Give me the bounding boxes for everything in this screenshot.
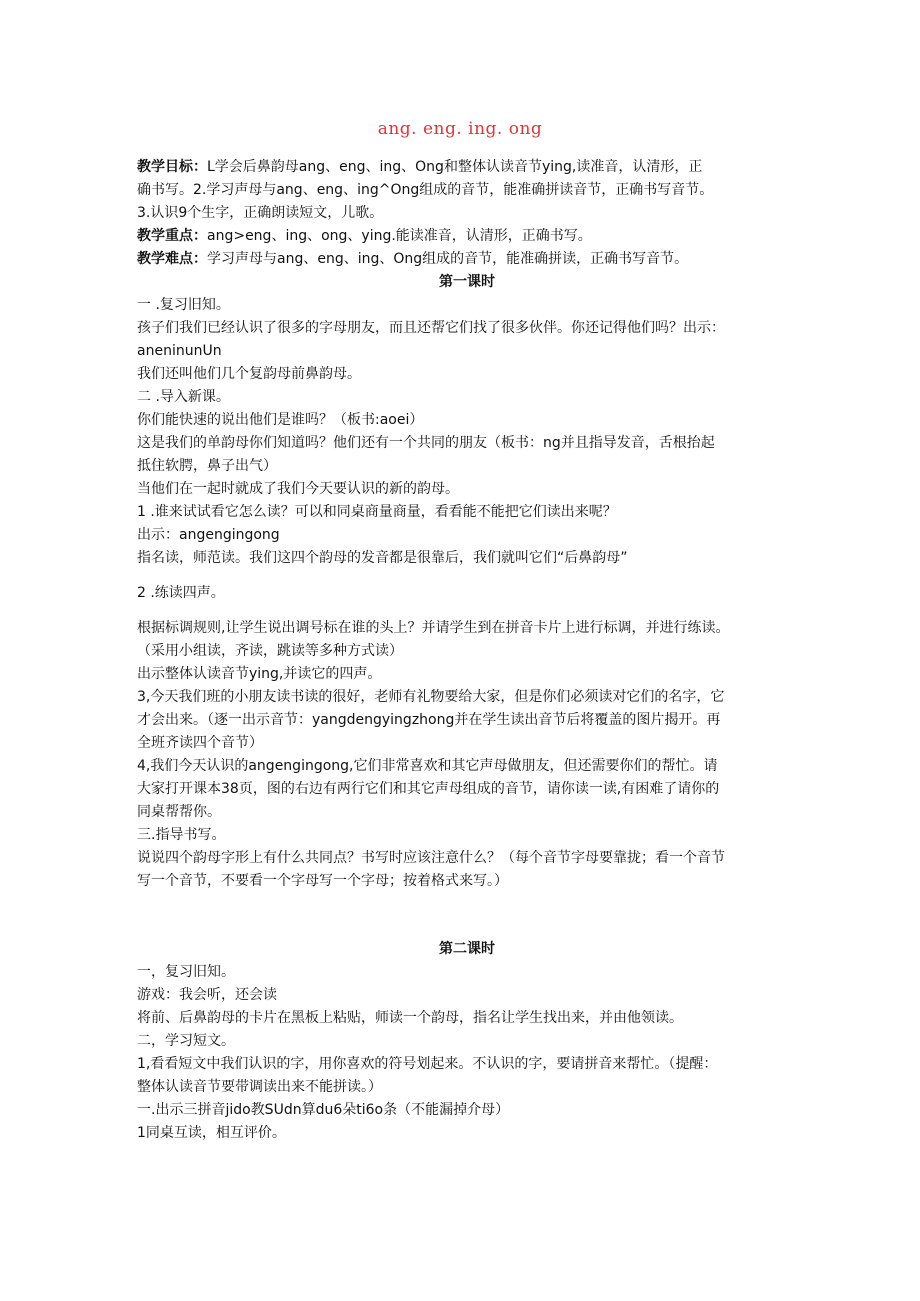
paragraph-line: 抵住软腭，鼻子出气）: [137, 458, 277, 474]
paragraph-line: 全班齐读四个音节）: [137, 735, 263, 751]
lesson-two-heading: 第二课时: [439, 941, 495, 957]
key-points-text: ang>eng、ing、ong、ying.能读准音，认清形，正确书写。: [207, 228, 592, 244]
paragraph-line: 二，学习短文。: [137, 1033, 235, 1049]
paragraph-line: 游戏：我会听，还会读: [137, 987, 277, 1003]
paragraph-line: 将前、后鼻韵母的卡片在黑板上粘贴，师读一个韵母，指名让学生找出来，并由他领读。: [137, 1010, 683, 1026]
difficult-points-line: [137, 248, 797, 271]
teaching-goals-line-3: 3.认识9个生字，正确朗读短文，儿歌。: [137, 205, 384, 221]
paragraph-line: 二 .导入新课。: [137, 389, 230, 405]
paragraph-line: 大家打开课本38页，图的右边有两行它们和其它声母组成的音节，请你读一读,有困难了请你的: [137, 781, 720, 797]
document-title: ang. eng. ing. ong: [377, 119, 543, 139]
paragraph-line: 才会出来。（逐一出示音节：yangdengyingzhong并在学生读出音节后将覆盖的图片揭开。再: [137, 712, 721, 728]
paragraph-line: （采用小组读，齐读，跳读等多种方式读）: [137, 643, 403, 659]
difficult-points-text: 学习声母与ang、eng、ing、Ong组成的音节，能准确拼读，正确书写音节。: [207, 251, 689, 267]
paragraph-line: 同桌帮帮你。: [137, 804, 221, 820]
paragraph-line: 写一个音节，不要看一个字母写一个字母；按着格式来写。）: [137, 873, 508, 889]
teaching-goals-line: [137, 156, 797, 179]
paragraph-line: 当他们在一起时就成了我们今天要认识的新的韵母。: [137, 481, 459, 497]
paragraph-line: 指名读，师范读。我们这四个韵母的发音都是很靠后，我们就叫它们“后鼻韵母”: [137, 550, 628, 566]
paragraph-line: 一.出示三拼音jido教SUdn算du6朵ti6o条（不能漏掉介母）: [137, 1102, 510, 1118]
paragraph-line: 4,我们今天认识的angengingong,它们非常喜欢和其它声母做朋友，但还需要你们的帮忙。请: [137, 758, 718, 774]
paragraph-line: aneninunUn: [137, 343, 222, 359]
paragraph-line: 我们还叫他们几个复韵母前鼻韵母。: [137, 366, 361, 382]
paragraph-line: 这是我们的单韵母你们知道吗？他们还有一个共同的朋友（板书：ng并且指导发音，舌根抬起: [137, 435, 715, 451]
paragraph-line: 一，复习旧知。: [137, 964, 235, 980]
key-points-label: 教学重点：: [137, 228, 207, 244]
difficult-points-label: 教学难点：: [137, 251, 207, 267]
paragraph-line: 3,今天我们班的小朋友读书读的很好，老师有礼物要给大家，但是你们必须读对它们的名字，它: [137, 689, 725, 705]
paragraph-line: 1,看看短文中我们认识的字，用你喜欢的符号划起来。不认识的字，要请拼音来帮忙。（提醒：: [137, 1056, 718, 1072]
paragraph-line: 三.指导书写。: [137, 827, 226, 843]
paragraph-line: 1同桌互读，相互评价。: [137, 1125, 286, 1141]
paragraph-line: 孩子们我们已经认识了很多的字母朋友，而且还帮它们找了很多伙伴。你还记得他们吗？出示：: [137, 320, 725, 336]
paragraph-line: 出示整体认读音节ying,并读它的四声。: [137, 666, 382, 682]
paragraph-line: 一 .复习旧知。: [137, 297, 230, 313]
paragraph-line: 根据标调规则,让学生说出调号标在谁的头上？并请学生到在拼音卡片上进行标调，并进行练读。: [137, 620, 730, 636]
paragraph-line: 你们能快速的说出他们是谁吗？（板书:aoei）: [137, 412, 424, 428]
paragraph-line: 整体认读音节要带调读出来不能拼读。）: [137, 1079, 382, 1095]
lesson-one-heading: 第一课时: [439, 274, 495, 290]
teaching-goals-label: 教学目标：: [137, 159, 207, 175]
key-points-line: [137, 225, 797, 248]
teaching-goals-line-2: 确书写。2.学习声母与ang、eng、ing^Ong组成的音节，能准确拼读音节，正确书写音节。: [137, 182, 714, 198]
paragraph-line: 2 .练读四声。: [137, 585, 225, 601]
paragraph-line: 出示：angengingong: [137, 527, 280, 543]
teaching-goals-text: L学会后鼻韵母ang、eng、ing、Ong和整体认读音节ying,读准音，认清形，正: [207, 159, 703, 175]
document-body: [137, 156, 797, 1145]
paragraph-line: 1 .谁来试试看它怎么读？可以和同桌商量商量，看看能不能把它们读出来呢？: [137, 504, 617, 520]
paragraph-line: 说说四个韵母字形上有什么共同点？书写时应该注意什么？（每个音节字母要靠拢；看一个音节: [137, 850, 725, 866]
